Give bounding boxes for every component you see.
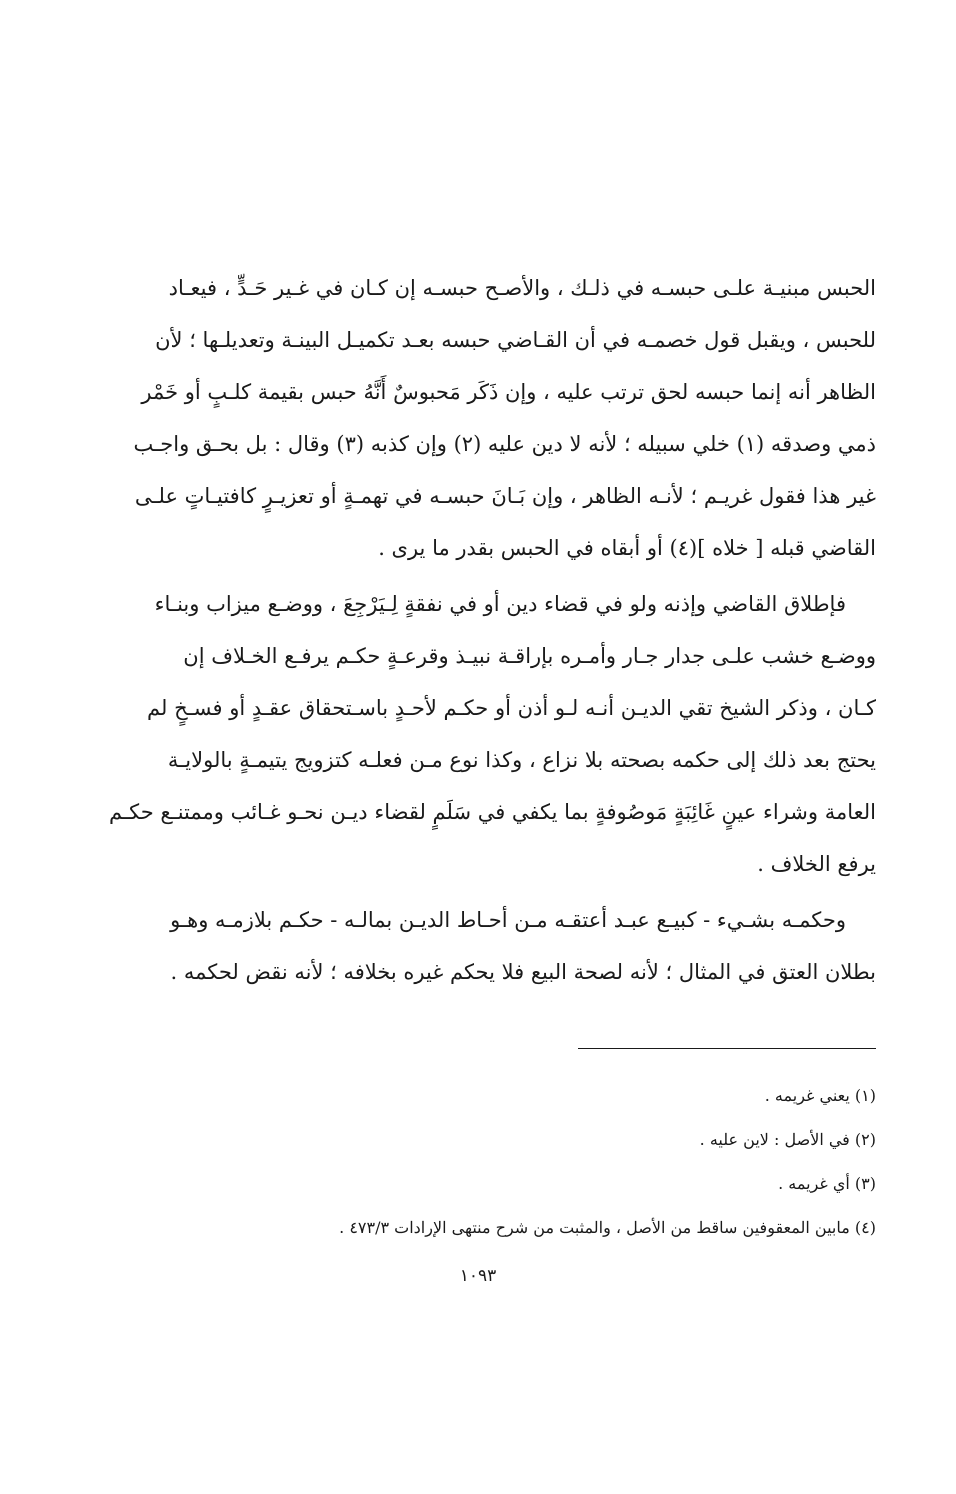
text-line: ووضـع خشب علـى جدار جـار وأمـره بإراقـة نبيـذ وقرعـةٍ حكـم يرفـع الخـلاف إن <box>183 644 876 668</box>
text-line: القاضي قبله [ خلاه ](٤) أو أبقاه في الحبس بقدر ما يرى . <box>378 536 876 560</box>
footnote-2: (٢) في الأصل : لاين عليه . <box>699 1130 876 1149</box>
footnote-3: (٣) أي غريمه . <box>778 1174 876 1193</box>
text-line: غير هذا فقول غريـم ؛ لأنـه الظاهر ، وإن بَـانَ حبسـه في تهمـةٍ أو تعزيـرٍ كافتيـاتٍ علـى <box>134 484 876 508</box>
text-line: ذمي وصدقه (١) خلي سبيله ؛ لأنه لا دين عليه (٢) وإن كذبه (٣) وقال : بل بحـق واجـب <box>133 432 876 456</box>
page-number: ١٠٩٣ <box>459 1266 497 1286</box>
text-line: الحبس مبنيـة علـى حبسـه في ذلـك ، والأصـح حبسـه إن كـان في غـير حَـدٍّ ، فيعـاد <box>168 276 876 300</box>
text-line: للحبس ، ويقبل قول خصمـه في أن القـاضي حبسه بعـد تكميـل البينـة وتعديلـها ؛ لأن <box>155 328 876 352</box>
paragraph-2 <box>108 578 876 890</box>
text-line: فإطلاق القاضي وإذنه ولو في قضاء دين أو في نفقةٍ لِـيَرْجِعَ ، ووضـع ميزاب وبنـاء <box>154 592 846 616</box>
footnote-divider <box>578 1048 876 1049</box>
paragraph-3 <box>108 894 876 998</box>
footnotes <box>108 1074 876 1250</box>
text-line: يحتج بعد ذلك إلى حكمه بصحته بلا نزاع ، وكذا نوع مـن فعلـه كتزويج يتيمـةٍ بالولايـة <box>167 748 876 772</box>
text-line: كـان ، وذكر الشيخ تقي الديـن أنـه لـو أذن أو حكـم لأحـدٍ باسـتحقاق عقـدٍ أو فسـخٍ لم <box>147 696 876 720</box>
text-line: بطلان العتق في المثال ؛ لأنه لصحة البيع فلا يحكم غيره بخلافه ؛ لأنه نقض لحكمه . <box>170 960 876 984</box>
paragraph-1 <box>108 262 876 574</box>
footnote-1: (١) يعني غريمه . <box>764 1086 876 1105</box>
text-line: العامة وشراء عينٍ غَائِبَةٍ مَوصُوفةٍ بما يكفي في سَلَمٍ لقضاء ديـن نحـو غـائب وممتنـع حكـم <box>108 800 876 824</box>
text-line: وحكمـه بشـيء - كبيـع عبـد أعتقـه مـن أحـاط الديـن بمالـه - حكـم بلازمـه وهـو <box>170 908 846 932</box>
text-line: الظاهر أنه إنما حبسه لحق ترتب عليه ، وإن ذَكَر مَحبوسٌ أَنَّهُ حبس بقيمة كلـبٍ أو خَمْر <box>141 380 876 404</box>
main-text <box>108 262 876 1002</box>
text-line: يرفع الخلاف . <box>757 852 876 876</box>
footnote-4: (٤) مابين المعقوفين ساقط من الأصل ، والمثبت من شرح منتهى الإرادات ٤٧٣/٣ . <box>339 1218 876 1237</box>
